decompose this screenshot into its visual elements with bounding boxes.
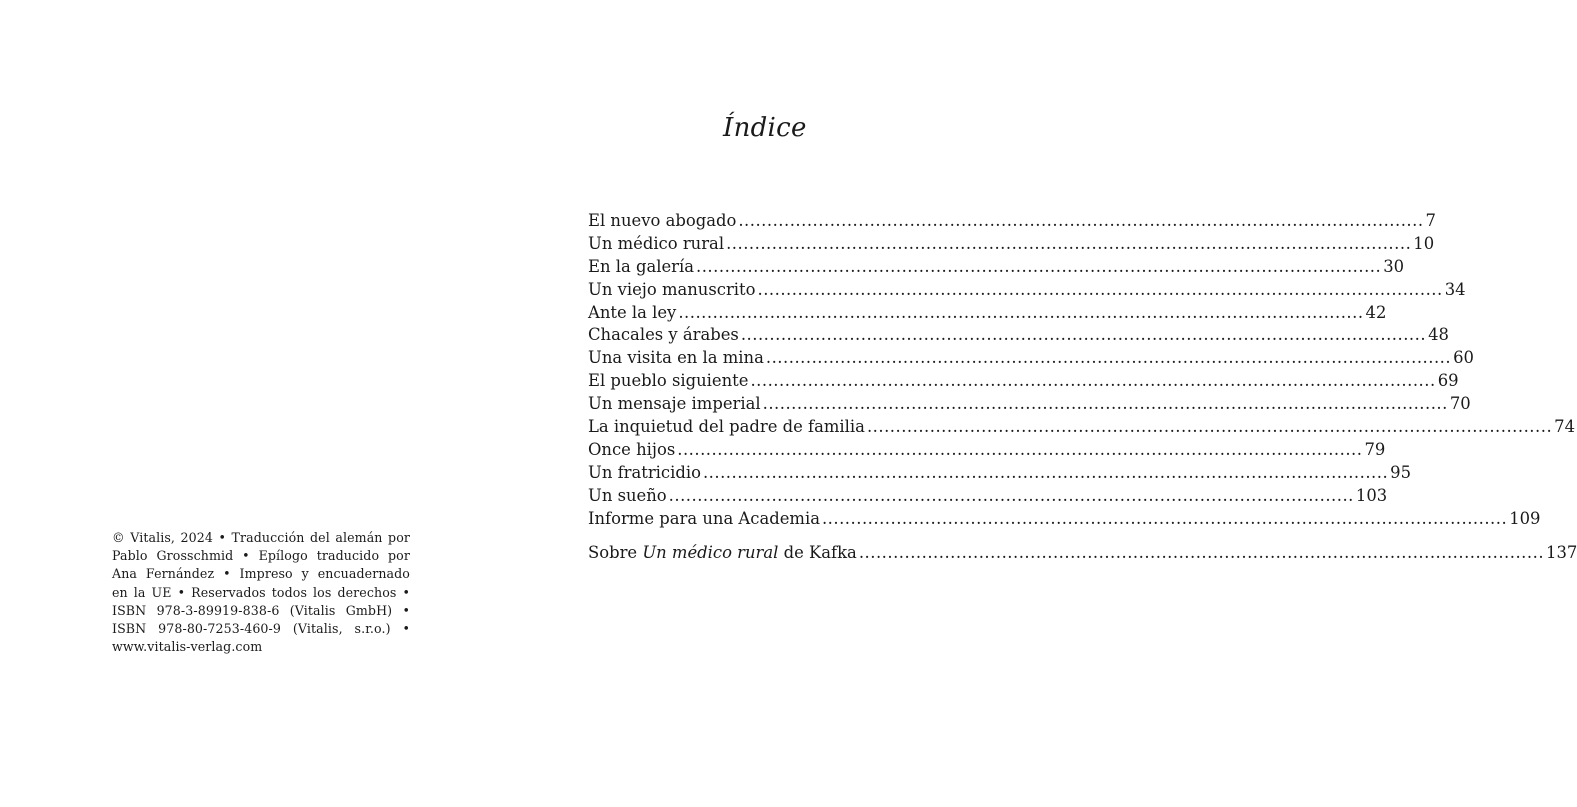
toc-entry <box>588 279 1466 303</box>
imprint-line: Pablo Grosschmid • Epílogo traducido por <box>112 548 410 564</box>
toc-entry-title: Un mensaje imperial <box>588 394 761 414</box>
toc-entry-page: 7 <box>1425 211 1436 230</box>
toc-entry-page: 42 <box>1365 302 1387 322</box>
afterword-suffix: de Kafka <box>778 543 857 563</box>
toc-entry-title: Un fratricidio <box>588 462 701 482</box>
toc-leader: ........................................................................................................................ <box>696 256 1382 276</box>
toc-entry-title: En la galería <box>588 256 695 276</box>
toc-entry-page: 34 <box>1444 279 1466 299</box>
left-page <box>0 0 510 807</box>
imprint-line: ISBN 978-80-7253-460-9 (Vitalis, s.r.o.) • <box>112 621 410 637</box>
imprint-line: © Vitalis, 2024 • Traducción del alemán por <box>112 530 410 545</box>
toc-leader: ........................................................................................................................ <box>702 462 1389 482</box>
toc-entry <box>588 417 1576 440</box>
toc-entry-page: 70 <box>1449 394 1471 414</box>
imprint-url: www.vitalis-verlag.com <box>112 639 263 655</box>
toc-leader: ........................................................................................................................ <box>821 508 1508 528</box>
toc-entry-title <box>588 543 857 562</box>
toc-entry-title: La inquietud del padre de familia <box>588 417 865 437</box>
toc-entry-title: Un sueño <box>588 485 667 505</box>
afterword-italic-title: Un médico rural <box>642 543 779 563</box>
toc-entry-title: El nuevo abogado <box>588 211 737 230</box>
toc-entry-title: El pueblo siguiente <box>588 371 749 391</box>
toc-entry-afterword <box>588 543 1577 566</box>
toc-entry <box>588 233 1435 257</box>
toc-entry <box>588 462 1412 486</box>
toc-entry-title: Un médico rural <box>588 233 725 253</box>
toc-entry-page: 48 <box>1428 325 1449 345</box>
toc-entry <box>588 325 1449 348</box>
table-of-contents <box>588 211 1577 566</box>
toc-entry <box>588 211 1436 234</box>
imprint-line: ISBN 978-3-89919-838-6 (Vitalis GmbH) • <box>112 602 410 618</box>
toc-entry <box>588 256 1405 280</box>
toc-entry-page: 30 <box>1383 256 1405 276</box>
imprint-line: Ana Fernández • Impreso y encuadernado <box>112 566 410 582</box>
imprint-notice <box>112 529 410 656</box>
toc-entry-page: 109 <box>1509 508 1541 528</box>
toc-entry <box>588 302 1387 326</box>
toc-leader: ........................................................................................................................ <box>678 302 1364 322</box>
toc-leader: ........................................................................................................................ <box>677 439 1363 459</box>
toc-entry-page: 103 <box>1355 485 1388 505</box>
toc-entry-page: 79 <box>1364 439 1386 459</box>
toc-entry <box>588 394 1471 417</box>
toc-entry-title: Una visita en la mina <box>588 348 764 368</box>
right-page <box>510 0 1577 807</box>
toc-entry <box>588 348 1474 371</box>
toc-leader: ........................................................................................................................ <box>740 325 1427 345</box>
toc-entry-page: 60 <box>1453 348 1474 368</box>
toc-entry-title: Once hijos <box>588 439 676 459</box>
toc-leader: ........................................................................................................................ <box>762 394 1448 414</box>
toc-entry <box>588 485 1388 509</box>
toc-leader: ........................................................................................................................ <box>668 485 1354 505</box>
toc-entry-title: Informe para una Academia <box>588 508 820 528</box>
toc-leader: ........................................................................................................................ <box>858 543 1545 563</box>
toc-entry-page: 137 <box>1546 543 1577 563</box>
toc-entry-page: 10 <box>1413 233 1435 253</box>
toc-leader: ........................................................................................................................ <box>866 417 1553 437</box>
toc-entry-page: 95 <box>1390 462 1412 482</box>
toc-entry-title: Ante la ley <box>588 302 677 322</box>
toc-leader: ........................................................................................................................ <box>750 371 1436 391</box>
toc-leader: ........................................................................................................................ <box>757 279 1443 299</box>
toc-leader: ........................................................................................................................ <box>765 348 1452 368</box>
toc-entry-title: Un viejo manuscrito <box>588 279 756 299</box>
toc-entry-title: Chacales y árabes <box>588 325 739 345</box>
toc-entry-page: 69 <box>1437 371 1459 391</box>
toc-leader: ........................................................................................................................ <box>726 233 1412 253</box>
toc-leader: ........................................................................................................................ <box>738 211 1424 230</box>
toc-entry-page: 74 <box>1554 417 1576 437</box>
toc-title: Índice <box>723 113 807 143</box>
afterword-prefix: Sobre <box>588 543 643 563</box>
toc-entry <box>588 439 1386 463</box>
toc-entry <box>588 508 1541 532</box>
toc-entry <box>588 371 1459 394</box>
imprint-line: en la UE • Reservados todos los derechos • <box>112 584 410 600</box>
